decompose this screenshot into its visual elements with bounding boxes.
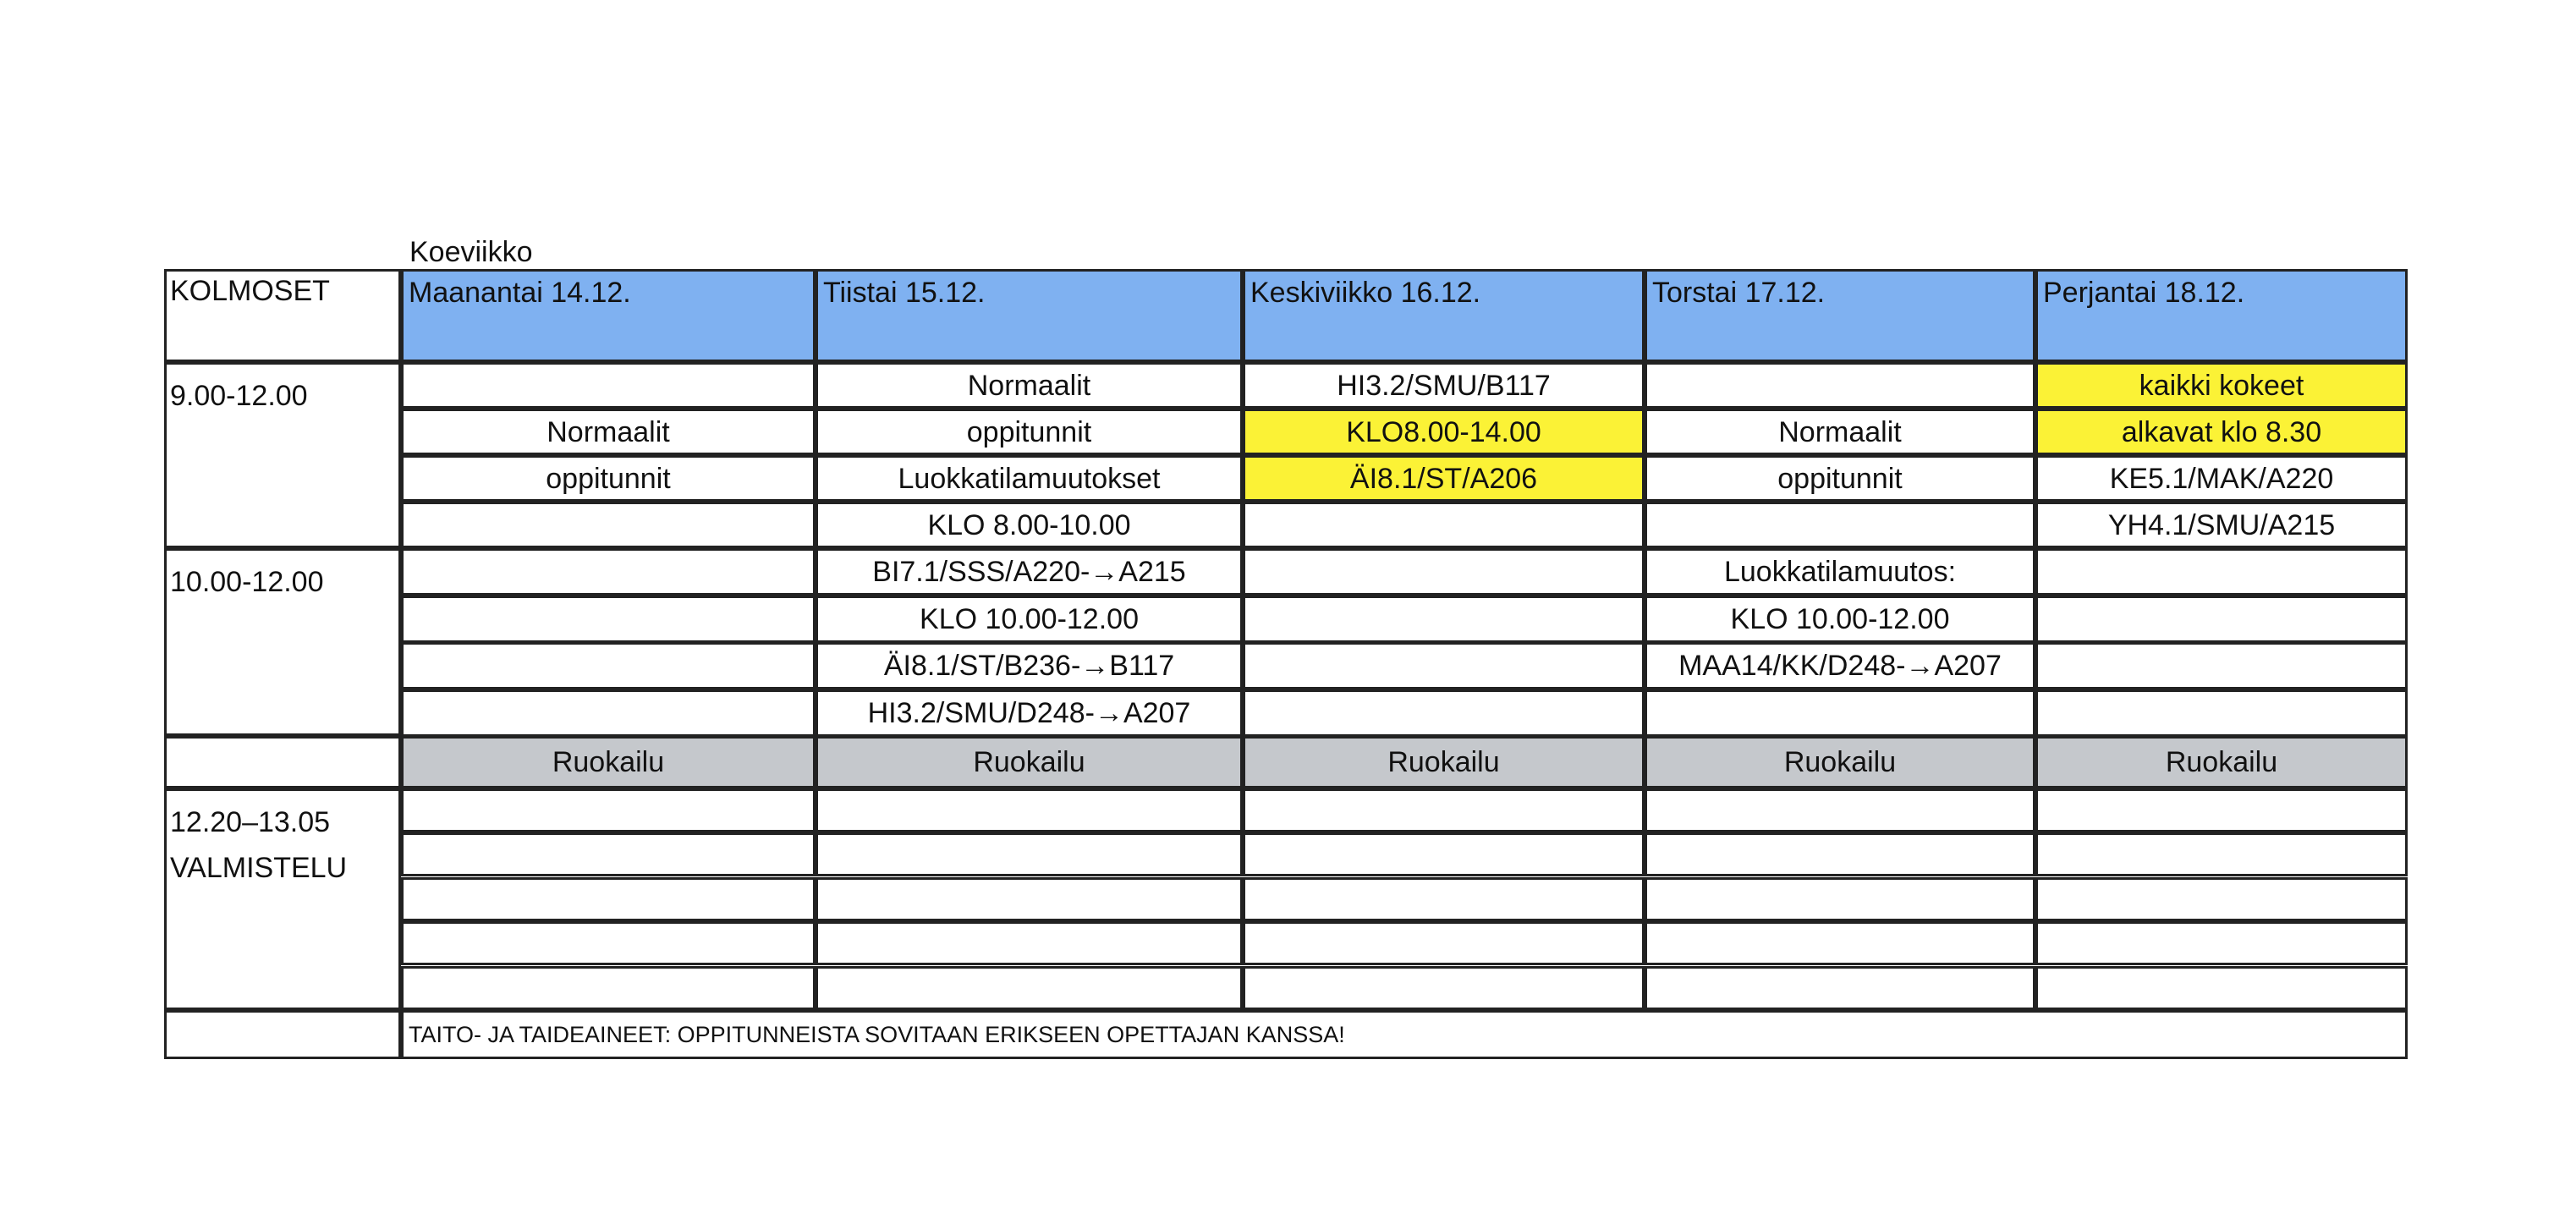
schedule-cell [816,832,1243,876]
schedule-cell [2035,788,2408,832]
schedule-cell [1243,921,1645,965]
schedule-cell [1243,689,1645,737]
schedule-cell: Luokkatilamuutokset [816,455,1243,502]
day-header: Maanantai 14.12. [401,269,816,362]
schedule-cell [2035,832,2408,876]
schedule-cell: kaikki kokeet [2035,362,2408,409]
schedule-cell: oppitunnit [816,409,1243,455]
schedule-cell [2035,548,2408,596]
schedule-cell [1243,877,1645,921]
time-slot-label [164,736,401,788]
schedule-cell [816,921,1243,965]
schedule-cell [2035,921,2408,965]
schedule-cell [1645,788,2035,832]
lunch-cell: Ruokailu [2035,736,2408,788]
schedule-cell: Normaalit [1645,409,2035,455]
schedule-cell [1243,596,1645,643]
schedule-cell [401,788,816,832]
schedule-cell: KLO 8.00-10.00 [816,502,1243,548]
schedule-cell [1243,502,1645,548]
schedule-cell [1645,921,2035,965]
schedule-cell [1243,788,1645,832]
schedule-cell [2035,596,2408,643]
schedule-cell [401,921,816,965]
lunch-cell: Ruokailu [816,736,1243,788]
schedule-cell [1645,362,2035,409]
schedule-cell [1243,832,1645,876]
schedule-cell [1243,642,1645,689]
schedule-cell: HI3.2/SMU/B117 [1243,362,1645,409]
schedule-cell: KLO 10.00-12.00 [816,596,1243,643]
schedule-cell [401,689,816,737]
schedule-cell: BI7.1/SSS/A220-→A215 [816,548,1243,596]
schedule-cell [401,502,816,548]
schedule-cell: HI3.2/SMU/D248-→A207 [816,689,1243,737]
schedule-cell: Normaalit [816,362,1243,409]
schedule-cell: Luokkatilamuutos: [1645,548,2035,596]
schedule-cell [401,642,816,689]
schedule-cell [1645,502,2035,548]
schedule-cell: KLO8.00-14.00 [1243,409,1645,455]
schedule-cell [2035,689,2408,737]
schedule-cell [1243,966,1645,1010]
lunch-cell: Ruokailu [401,736,816,788]
schedule-cell: MAA14/KK/D248-→A207 [1645,642,2035,689]
schedule-cell [401,966,816,1010]
footer-note: TAITO- JA TAIDEAINEET: OPPITUNNEISTA SOVITAAN ERIKSEEN OPETTAJAN KANSSA! [401,1010,2408,1059]
schedule-cell: oppitunnit [1645,455,2035,502]
table-caption: Koeviikko [409,236,533,268]
schedule-cell: alkavat klo 8.30 [2035,409,2408,455]
day-header: Tiistai 15.12. [816,269,1243,362]
schedule-cell [1645,689,2035,737]
schedule-cell [816,877,1243,921]
lunch-cell: Ruokailu [1243,736,1645,788]
footer-label-cell [164,1010,401,1059]
schedule-cell [401,877,816,921]
schedule-cell [401,362,816,409]
schedule-cell [816,966,1243,1010]
schedule-cell [2035,642,2408,689]
day-header: Perjantai 18.12. [2035,269,2408,362]
lunch-cell: Ruokailu [1645,736,2035,788]
time-slot-label: 10.00-12.00 [164,548,401,736]
schedule-cell: KLO 10.00-12.00 [1645,596,2035,643]
schedule-cell [1243,548,1645,596]
schedule-cell: ÄI8.1/ST/A206 [1243,455,1645,502]
time-slot-label: 9.00-12.00 [164,362,401,548]
schedule-cell: ÄI8.1/ST/B236-→B117 [816,642,1243,689]
schedule-cell: Normaalit [401,409,816,455]
schedule-cell [2035,877,2408,921]
schedule-cell: KE5.1/MAK/A220 [2035,455,2408,502]
schedule-cell [401,596,816,643]
time-slot-label: 12.20–13.05 VALMISTELU [164,788,401,1010]
schedule-cell [1645,877,2035,921]
schedule-cell [401,548,816,596]
schedule-cell [1645,966,2035,1010]
schedule-cell: oppitunnit [401,455,816,502]
schedule-cell [401,832,816,876]
corner-label: KOLMOSET [164,269,401,362]
day-header: Torstai 17.12. [1645,269,2035,362]
schedule-cell [1645,832,2035,876]
exam-week-schedule-table [164,269,2408,1049]
schedule-cell [816,788,1243,832]
day-header: Keskiviikko 16.12. [1243,269,1645,362]
schedule-cell [2035,966,2408,1010]
schedule-cell: YH4.1/SMU/A215 [2035,502,2408,548]
